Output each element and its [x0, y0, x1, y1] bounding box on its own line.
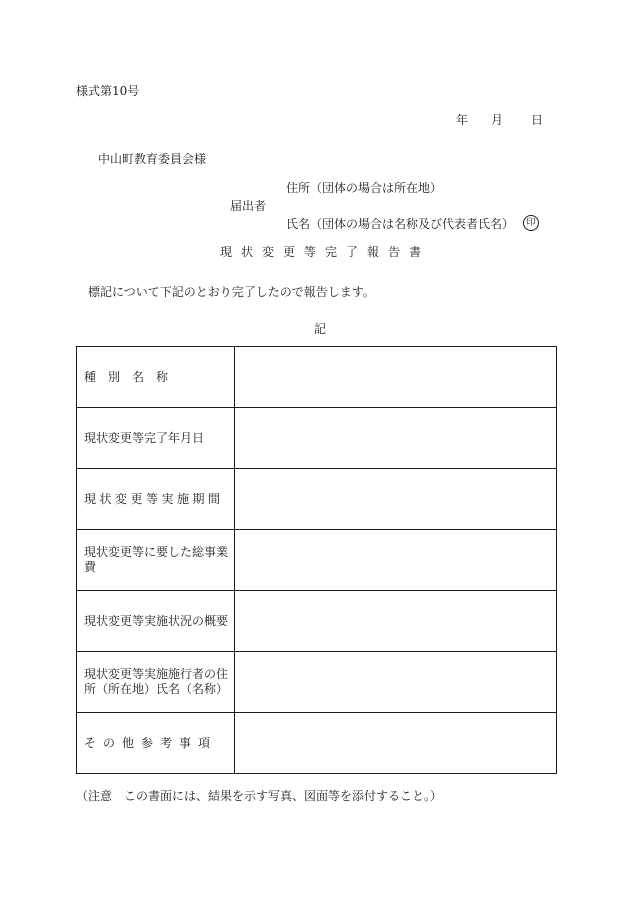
row-label: その他参考事項: [77, 713, 235, 774]
row-value[interactable]: [235, 469, 557, 530]
table-row: [77, 347, 557, 408]
row-value[interactable]: [235, 591, 557, 652]
row-label-text: 種 別 名 称: [84, 369, 169, 384]
date-year-label: 年: [456, 113, 469, 127]
body-text: 標記について下記のとおり完了したので報告します。: [88, 285, 375, 299]
date-month-label: 月: [491, 113, 504, 127]
table-row: [77, 408, 557, 469]
ki-heading: 記: [314, 322, 327, 336]
row-label: 現状変更等完了年月日: [77, 408, 235, 469]
row-label: 現状変更等実施期間: [77, 469, 235, 530]
table-row: [77, 713, 557, 774]
applicant-address-label: 住所（団体の場合は所在地）: [286, 181, 443, 195]
row-value[interactable]: [235, 530, 557, 591]
table-row: [77, 469, 557, 530]
table-row: [77, 530, 557, 591]
document-title: 現状変更等完了報告書: [220, 245, 431, 259]
row-label: [77, 347, 235, 408]
applicant-name-label: 氏名（団体の場合は名称及び代表者氏名）: [286, 217, 515, 231]
note-text: （注意 この書面には、結果を示す写真、図面等を添付すること。）: [76, 789, 443, 803]
row-value[interactable]: [235, 652, 557, 713]
row-label: 現状変更等に要した総事業費: [77, 530, 235, 591]
row-value[interactable]: [235, 408, 557, 469]
row-value[interactable]: [235, 347, 557, 408]
form-number: 様式第10号: [76, 84, 140, 98]
report-table: [76, 346, 557, 774]
row-value[interactable]: [235, 713, 557, 774]
table-row: [77, 591, 557, 652]
date-day-label: 日: [531, 113, 544, 127]
table-row: [77, 652, 557, 713]
applicant-label: 届出者: [230, 199, 267, 213]
addressee: 中山町教育委員会様: [98, 152, 207, 166]
row-label: 現状変更等実施施行者の住所（所在地）氏名（名称）: [77, 652, 235, 713]
seal-icon: 印: [523, 215, 539, 231]
date-line: [456, 113, 543, 127]
row-label: 現状変更等実施状況の概要: [77, 591, 235, 652]
